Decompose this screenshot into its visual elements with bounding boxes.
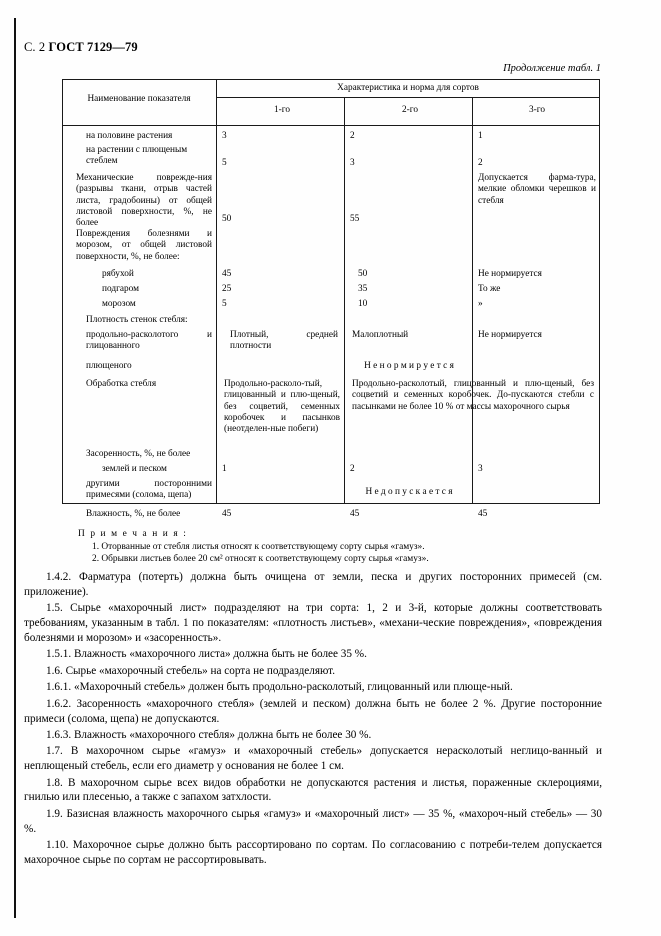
row-value-grade-1: 45 <box>222 509 232 519</box>
column-header-indicator: Наименование показателя <box>87 94 191 104</box>
column-header-grade-3: 3-го <box>529 105 545 115</box>
row-value-grade-3: 3 <box>478 464 483 474</box>
row-value-grade-2: 35 <box>358 284 368 294</box>
body-paragraph: 1.6.3. Влажность «махорочного стебля» должна быть не более 30 %. <box>46 728 372 741</box>
row-label: Плотность стенок стебля: <box>86 315 188 325</box>
row-value-grade-2: 45 <box>350 509 360 519</box>
row-value-grade-3: То же <box>478 284 501 294</box>
row-label: землей и песком <box>102 464 167 474</box>
row-label: Засоренность, %, не более <box>86 449 191 459</box>
note-item: 2. Обрывки листьев более 20 см² относят к соответствующему сорту сырья «гамуз». <box>92 554 429 565</box>
row-value-grade-1: 50 <box>222 214 232 224</box>
column-header-grade-1: 1-го <box>274 105 290 115</box>
row-value-grade-3: 1 <box>478 131 483 141</box>
row-value-grade-3: » <box>478 299 483 309</box>
row-label: продольно-расколотого и глицованного <box>86 330 212 352</box>
body-paragraph: 1.6. Сырье «махорочный стебель» на сорта не подразделяют. <box>46 664 336 677</box>
row-value-grade-3: Не нормируется <box>478 269 542 279</box>
document-body <box>24 570 602 869</box>
row-value-grade-2: 10 <box>358 299 368 309</box>
note-item: 1. Оторванные от стебля листья относят к соответствующему сорту сырья «гамуз». <box>92 541 425 552</box>
row-label: другими посторонними примесями (солома, щепа) <box>86 479 212 501</box>
row-value-grade-2: 2 <box>350 131 355 141</box>
row-value-grade-1: 5 <box>222 299 227 309</box>
row-label: подгаром <box>102 284 140 294</box>
row-value-grade-1: 45 <box>222 269 232 279</box>
body-paragraph: 1.8. В махорочном сырье всех видов обработки не допускаются растения и листья, пораженные склероциями, гнилью или плесенью, а также с запахом затхлости. <box>24 776 602 804</box>
row-value-grade-2: 50 <box>358 269 368 279</box>
specification-table <box>62 79 600 503</box>
row-value-grade-1: 5 <box>222 158 227 168</box>
row-value-grade-1: Плотный, средней плотности <box>230 330 338 352</box>
row-value-grade-3: Допускается фарма-тура, мелкие обломки черешков и стебля <box>478 173 596 206</box>
table-notes <box>78 528 598 566</box>
body-paragraph: 1.9. Базисная влажность махорочного сырья «гамуз» и «махорочный лист» — 35 %, «махороч-ный стебель» — 30 %. <box>24 807 602 835</box>
page-left-rule <box>14 18 16 918</box>
row-label: морозом <box>102 299 136 309</box>
page-header <box>24 40 138 55</box>
body-paragraph: 1.6.1. «Махорочный стебель» должен быть продольно-расколотый, глицованный или плюще-ный. <box>46 681 513 694</box>
body-paragraph: 1.10. Махорочное сырье должно быть рассортировано по сортам. По согласованию с потреби-телем допускается махорочное сырье по сортам не рассортировывать. <box>24 839 602 867</box>
row-value-grade-1: Продольно-расколо-тый, глицованный и плю-щеный, без соцветий, семенных коробочек и пасынков (неотделен-ные побеги) <box>224 379 340 435</box>
row-value-grade-2: 55 <box>350 214 360 224</box>
row-value-all-grades: Н е д о п у с к а е т с я <box>365 487 453 497</box>
row-label: рябухой <box>102 269 134 279</box>
row-value-grade-3: 45 <box>478 509 488 519</box>
body-paragraph: 1.5. Сырье «махорочный лист» подразделяют на три сорта: 1, 2 и 3-й, которые должны соответствовать требованиям, указанным в табл. 1 по показателям: «плотность листьев», «механи-ческие повреждения», «повреждения болезнями и морозом» и «засоренность». <box>24 602 602 645</box>
row-value-grade-3: 2 <box>478 158 483 168</box>
notes-title: П р и м е ч а н и я : <box>78 529 188 539</box>
row-value-grade-2: 2 <box>350 464 355 474</box>
row-value-grade-1: 25 <box>222 284 232 294</box>
row-value-all-grades: Н е н о р м и р у е т с я <box>364 361 454 371</box>
row-value-grade-2: 3 <box>350 158 355 168</box>
row-value-grade-2: Малоплотный <box>352 330 409 340</box>
row-value-grade-2: Продольно-расколотый, глицованный и плю-щеный, без соцветий и семенных коробочек. До-пускаются стебли с пасынками не более 10 % от массы махорочного сырья <box>352 379 594 412</box>
body-paragraph: 1.6.2. Засоренность «махорочного стебля» (землей и песком) должна быть не более 2 %. Другие посторонние примеси (солома, щепа) не допускаются. <box>24 697 602 725</box>
row-value-grade-1: 1 <box>222 464 227 474</box>
standard-number: ГОСТ 7129—79 <box>48 40 138 54</box>
table-continuation-label: Продолжение табл. 1 <box>503 63 601 74</box>
row-label: на растении с плющеным стеблем <box>86 145 188 167</box>
row-value-grade-3: Не нормируется <box>478 330 542 340</box>
row-value-grade-1: 3 <box>222 131 227 141</box>
body-paragraph: 1.5.1. Влажность «махорочного листа» должна быть не более 35 %. <box>46 648 367 661</box>
body-paragraph: 1.4.2. Фарматура (потерть) должна быть очищена от земли, песка и других посторонних примесей (см. приложение). <box>24 571 602 598</box>
row-label: плющеного <box>86 361 132 371</box>
row-label: Обработка стебля <box>86 379 157 389</box>
row-label: Механические поврежде-ния (разрывы ткани, отрыв частей листа, градобоины) от общей листовой поверхности, %, не более <box>76 173 212 229</box>
column-header-characteristics: Характеристика и норма для сортов <box>337 83 479 93</box>
row-label: Влажность, %, не более <box>86 509 181 519</box>
column-header-grade-2: 2-го <box>402 105 418 115</box>
body-paragraph: 1.7. В махорочном сырье «гамуз» и «махорочный стебель» допускается нерасколотый неглицо-ванный и неплющеный стебель, если его диаметр у основания не более 1 см. <box>24 745 602 773</box>
row-label: на половине растения <box>86 131 173 141</box>
row-label: Повреждения болезнями и морозом, от общей листовой поверхности, %, не более: <box>76 229 212 262</box>
page-number-label: С. 2 <box>24 40 46 54</box>
